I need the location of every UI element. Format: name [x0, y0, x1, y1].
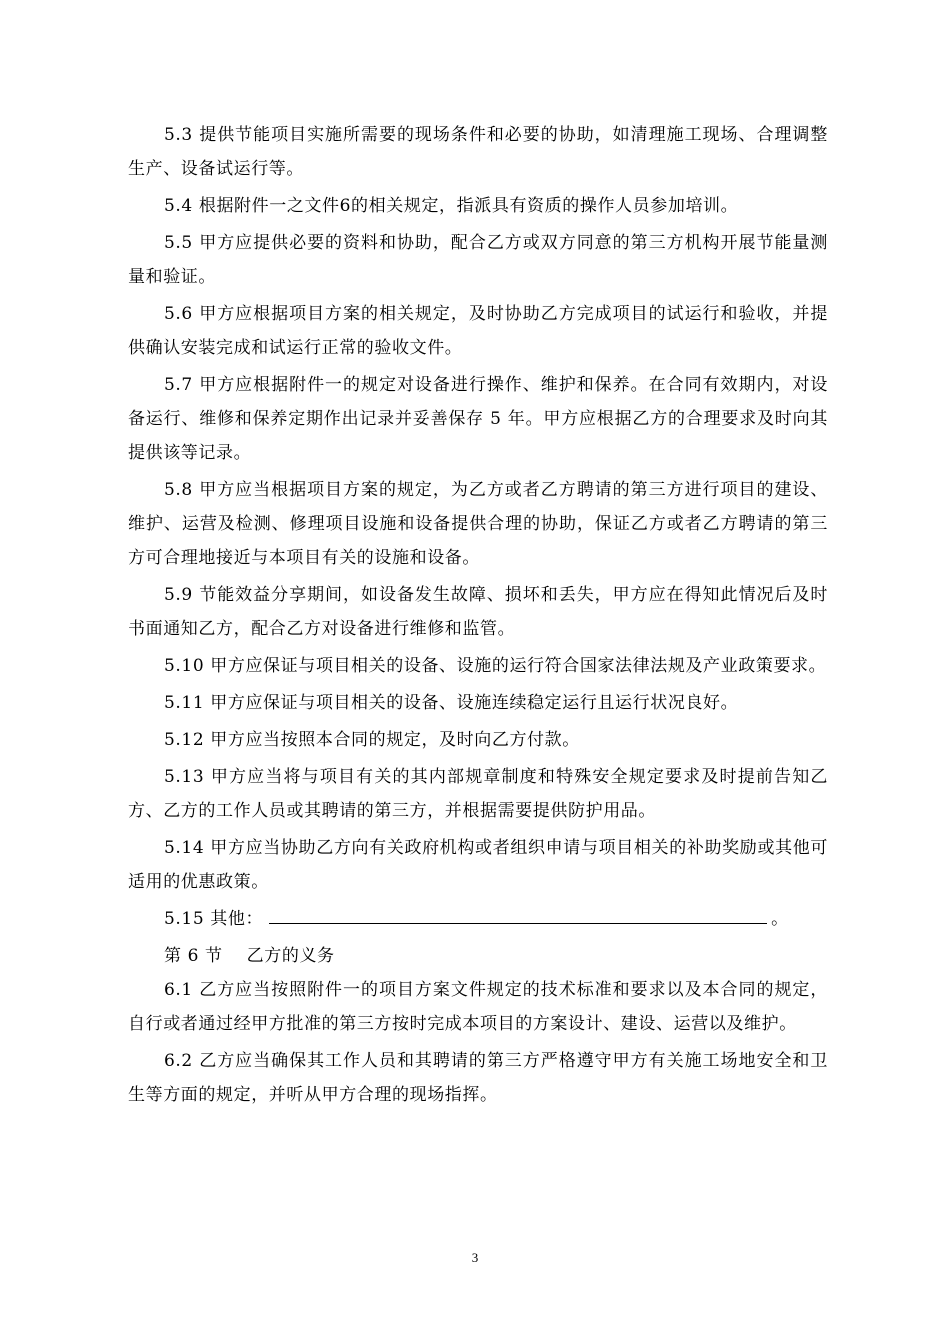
clause-5-15	[128, 902, 828, 936]
document-body	[128, 118, 828, 1112]
clause-5-10: 5.10 甲方应保证与项目相关的设备、设施的运行符合国家法律法规及产业政策要求。	[164, 656, 827, 676]
section-6-heading: 第 6 节 乙方的义务	[164, 946, 335, 966]
clause-5-11: 5.11 甲方应保证与项目相关的设备、设施连续稳定运行且运行状况良好。	[164, 693, 739, 713]
clause-5-5: 5.5 甲方应提供必要的资料和协助，配合乙方或双方同意的第三方机构开展节能量测量和验证。	[128, 233, 828, 287]
clause-5-12: 5.12 甲方应当按照本合同的规定，及时向乙方付款。	[164, 730, 580, 750]
clause-5-15-label: 5.15 其他：	[164, 909, 264, 929]
clause-5-15-end: 。	[771, 909, 789, 929]
clause-5-13: 5.13 甲方应当将与项目有关的其内部规章制度和特殊安全规定要求及时提前告知乙方、乙方的工作人员或其聘请的第三方，并根据需要提供防护用品。	[128, 767, 828, 821]
clause-5-3: 5.3 提供节能项目实施所需要的现场条件和必要的协助，如清理施工现场、合理调整生产、设备试运行等。	[128, 125, 828, 179]
clause-5-4: 5.4 根据附件一之文件6的相关规定，指派具有资质的操作人员参加培训。	[164, 196, 739, 216]
clause-6-2: 6.2 乙方应当确保其工作人员和其聘请的第三方严格遵守甲方有关施工场地安全和卫生等方面的规定，并听从甲方合理的现场指挥。	[128, 1051, 828, 1105]
clause-5-14: 5.14 甲方应当协助乙方向有关政府机构或者组织申请与项目相关的补助奖励或其他可适用的优惠政策。	[128, 838, 828, 892]
clause-6-1: 6.1 乙方应当按照附件一的项目方案文件规定的技术标准和要求以及本合同的规定，自行或者通过经甲方批准的第三方按时完成本项目的方案设计、建设、运营以及维护。	[128, 980, 828, 1034]
clause-5-7: 5.7 甲方应根据附件一的规定对设备进行操作、维护和保养。在合同有效期内，对设备运行、维修和保养定期作出记录并妥善保存 5 年。甲方应根据乙方的合理要求及时向其提供该等记录。	[128, 375, 828, 463]
clause-5-9: 5.9 节能效益分享期间，如设备发生故障、损坏和丢失，甲方应在得知此情况后及时书面通知乙方，配合乙方对设备进行维修和监管。	[128, 585, 828, 639]
page-number: 3	[471, 1250, 479, 1265]
clause-5-8: 5.8 甲方应当根据项目方案的规定，为乙方或者乙方聘请的第三方进行项目的建设、维护、运营及检测、修理项目设施和设备提供合理的协助，保证乙方或者乙方聘请的第三方可合理地接近与本项目有关的设施和设备。	[128, 480, 828, 568]
blank-fill-line	[269, 903, 767, 924]
clause-5-6: 5.6 甲方应根据项目方案的相关规定，及时协助乙方完成项目的试运行和验收，并提供确认安装完成和试运行正常的验收文件。	[128, 304, 828, 358]
